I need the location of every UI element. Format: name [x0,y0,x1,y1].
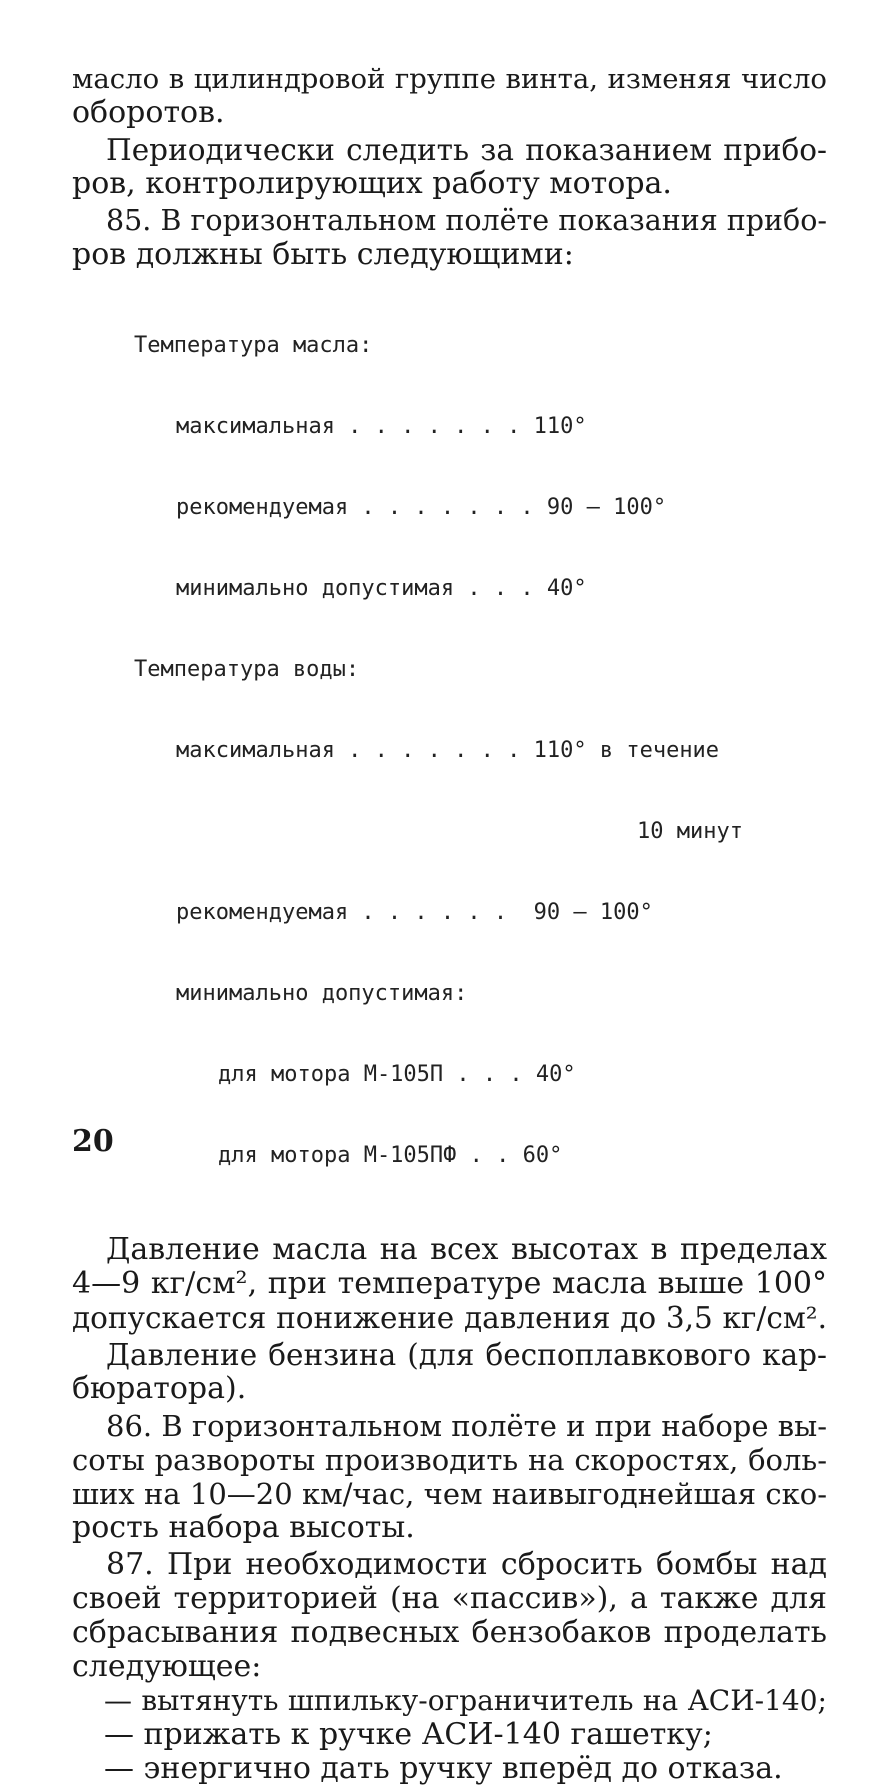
table-row-continuation: 10 минут [637,819,743,844]
section-85-heading: 85. В горизонтальном полёте показания прибо- [106,204,827,237]
table-row: для мотора М-105ПФ . . 60° [218,1143,563,1168]
table-row: для мотора М-105П . . . 40° [218,1062,576,1087]
table-row: рекомендуемая . . . . . . . 90 — 100° [176,495,667,520]
section-87-heading: 87. При необходимости сбросить бомбы над [106,1547,827,1582]
section-86-heading: 86. В горизонтальном полёте и при наборе вы- [106,1409,827,1443]
oil-temperature-title: Температура масла: [134,333,373,358]
text-line: бюратора). [72,1371,247,1406]
water-temperature-title: Температура воды: [134,657,360,682]
list-item: — вытянуть шпильку-ограничитель на АСИ-140; [104,1684,827,1717]
text-line: масло в цилиндровой группе винта, изменяя число [72,63,827,95]
page-content [72,62,827,1786]
list-item: — энергично дать ручку вперёд до отказа. [104,1751,783,1786]
table-row: максимальная . . . . . . . 110° в течение [176,738,720,763]
text-line: следующее: [72,1649,262,1684]
text-line: оборотов. [72,95,225,130]
text-line: своей территорией (на «пассив»), а также для [72,1581,827,1616]
text-line: допускается понижение давления до 3,5 кг/см². [72,1301,827,1335]
text-line: Периодически следить за показанием прибо- [106,133,827,167]
page-number: 20 [72,1124,114,1159]
text-line: ших на 10—20 км/час, чем наивыгоднейшая ско- [72,1477,827,1511]
text-line: Давление масла на всех высотах в пределах [106,1232,827,1267]
text-line: ров, контролирующих работу мотора. [72,166,672,201]
text-line: рость набора высоты. [72,1510,415,1545]
text-line: соты развороты производить на скоростях, боль- [72,1443,827,1477]
table-row: минимально допустимая . . . 40° [176,576,587,601]
instrument-readings-table [72,278,827,1223]
list-item: — прижать к ручке АСИ-140 гашетку; [104,1717,713,1752]
text-line: ров должны быть следующими: [72,237,574,272]
text-line: 4—9 кг/см², при температуре масла выше 100° [72,1266,827,1301]
table-row: максимальная . . . . . . . 110° [176,414,587,439]
table-row: минимально допустимая: [176,981,468,1006]
table-row: рекомендуемая . . . . . . 90 — 100° [176,900,653,925]
text-line: Давление бензина (для беспоплавкового кар- [106,1338,827,1372]
text-line: сбрасывания подвесных бензобаков проделать [72,1615,827,1650]
